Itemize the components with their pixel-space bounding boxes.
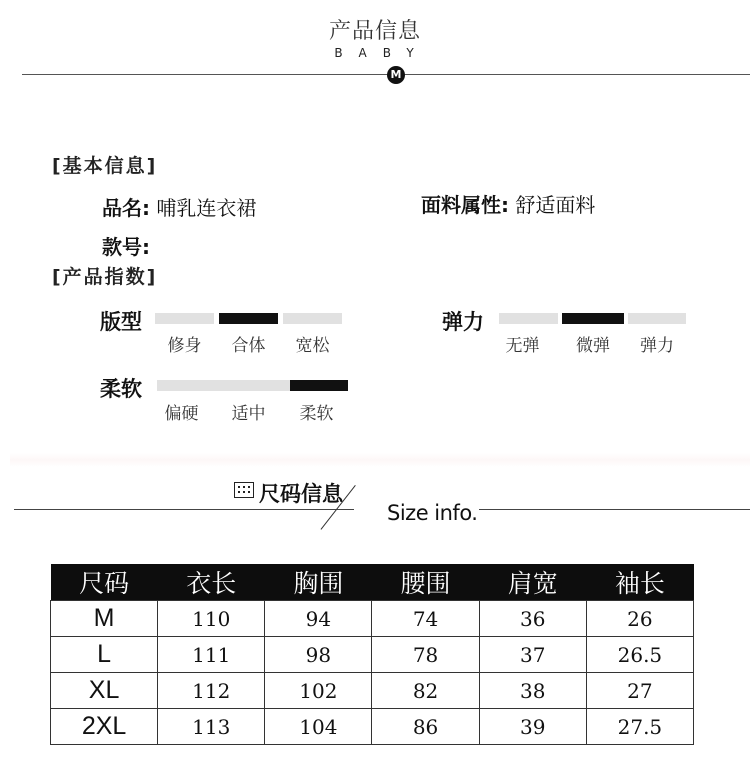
column-header: 肩宽 xyxy=(479,564,586,601)
softness-bar-2 xyxy=(290,380,348,391)
section-separator xyxy=(10,453,750,467)
m-badge-icon: M xyxy=(387,66,405,84)
product-index-heading: [产品指数] xyxy=(52,266,158,288)
style-no-label: 款号: xyxy=(102,235,150,259)
fit-option: 宽松 xyxy=(295,336,330,356)
fit-bar-0 xyxy=(155,313,214,324)
size-header-line-left xyxy=(14,509,354,510)
elasticity-bar-1 xyxy=(562,313,624,324)
basic-info-heading: [基本信息] xyxy=(52,155,158,177)
table-cell: 110 xyxy=(158,601,265,637)
table-cell: 39 xyxy=(479,709,586,745)
fabric-label: 面料属性: xyxy=(421,193,509,217)
table-cell: 36 xyxy=(479,601,586,637)
table-cell: 38 xyxy=(479,673,586,709)
size-table-header-row xyxy=(51,564,694,601)
table-cell: 37 xyxy=(479,637,586,673)
table-cell: 86 xyxy=(372,709,479,745)
column-header: 袖长 xyxy=(586,564,693,601)
page-title: 产品信息 xyxy=(328,19,421,44)
column-header: 胸围 xyxy=(265,564,372,601)
table-cell: 26.5 xyxy=(586,637,693,673)
header-divider xyxy=(22,74,750,75)
product-name-label: 品名: xyxy=(102,196,150,220)
page-subtitle: BABY xyxy=(334,46,430,60)
elasticity-bar-2 xyxy=(628,313,686,324)
elasticity-option: 弹力 xyxy=(640,336,674,356)
table-cell: 27 xyxy=(586,673,693,709)
table-row xyxy=(51,601,694,637)
fit-bar-2 xyxy=(283,313,342,324)
fabric-value: 舒适面料 xyxy=(515,193,596,217)
table-row xyxy=(51,709,694,745)
table-cell: 74 xyxy=(372,601,479,637)
style-no-field xyxy=(102,231,150,260)
softness-option: 偏硬 xyxy=(164,404,199,424)
table-cell: 111 xyxy=(158,637,265,673)
table-cell: 113 xyxy=(158,709,265,745)
elasticity-option: 无弹 xyxy=(505,336,540,356)
table-cell: 102 xyxy=(265,673,372,709)
softness-bar-0 xyxy=(157,380,223,391)
table-cell: 98 xyxy=(265,637,372,673)
elasticity-scale-title: 弹力 xyxy=(442,310,484,334)
table-cell: 104 xyxy=(265,709,372,745)
table-cell: 78 xyxy=(372,637,479,673)
table-cell: 26 xyxy=(586,601,693,637)
column-header: 腰围 xyxy=(372,564,479,601)
table-cell: 82 xyxy=(372,673,479,709)
size-header-line-right xyxy=(479,509,750,510)
softness-scale-title: 柔软 xyxy=(100,377,142,401)
size-table xyxy=(50,564,694,745)
softness-option: 适中 xyxy=(231,404,266,424)
fit-scale-title: 版型 xyxy=(100,310,142,334)
softness-bar-1 xyxy=(223,380,290,391)
fit-option: 合体 xyxy=(231,336,266,356)
column-header: 尺码 xyxy=(51,564,158,601)
table-cell: 112 xyxy=(158,673,265,709)
table-row xyxy=(51,637,694,673)
product-name-value: 哺乳连衣裙 xyxy=(156,196,257,220)
size-cell: M xyxy=(51,601,158,637)
size-info-title-en: Size info. xyxy=(387,501,478,525)
fit-option: 修身 xyxy=(167,336,202,356)
table-cell: 94 xyxy=(265,601,372,637)
softness-option: 柔软 xyxy=(299,404,334,424)
ruler-icon xyxy=(234,482,254,498)
size-cell: XL xyxy=(51,673,158,709)
table-row xyxy=(51,673,694,709)
fit-bar-1 xyxy=(219,313,278,324)
size-cell: 2XL xyxy=(51,709,158,745)
fabric-field xyxy=(421,189,595,218)
elasticity-bar-0 xyxy=(499,313,558,324)
column-header: 衣长 xyxy=(158,564,265,601)
size-info-title: 尺码信息 xyxy=(259,482,343,506)
elasticity-option: 微弹 xyxy=(576,336,610,356)
product-name-field xyxy=(102,192,256,221)
size-cell: L xyxy=(51,637,158,673)
table-cell: 27.5 xyxy=(586,709,693,745)
